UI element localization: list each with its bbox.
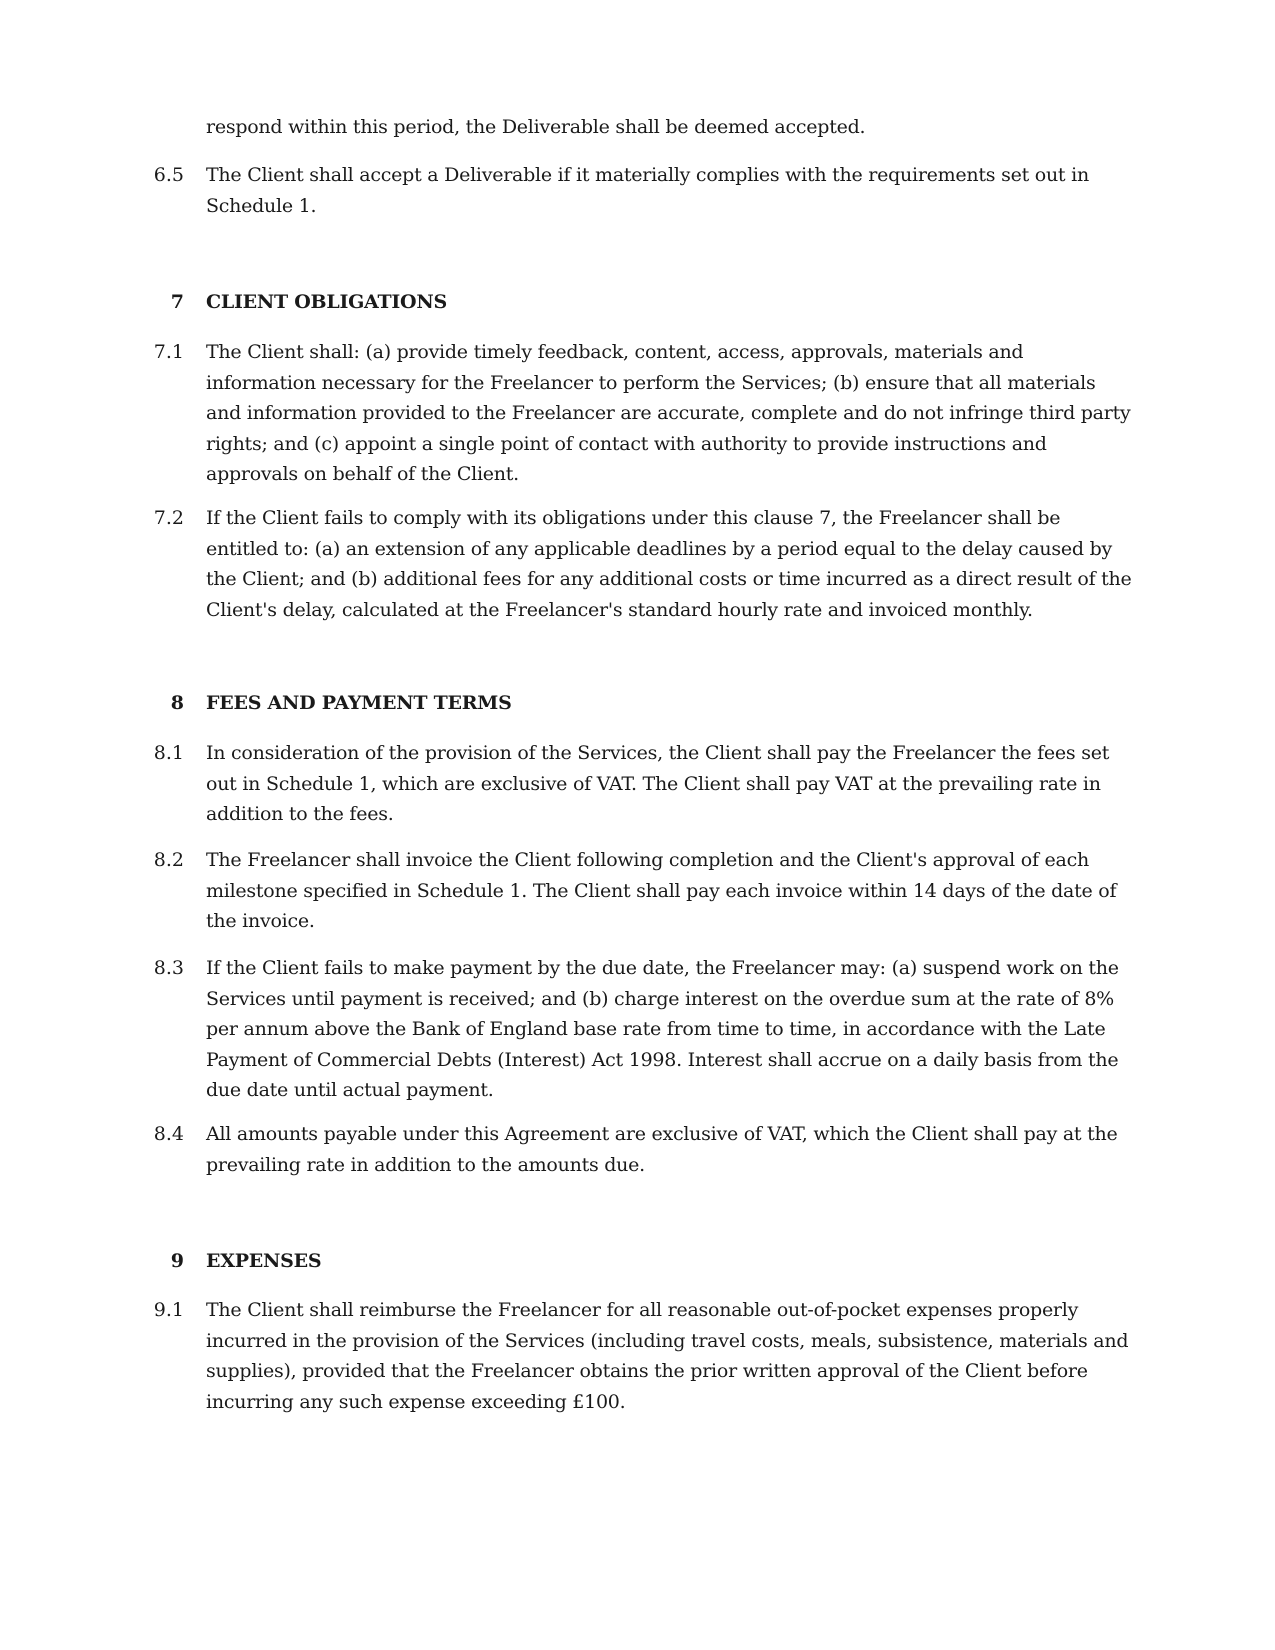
clause-text: All amounts payable under this Agreement are exclusive of VAT, which the Client shall pay at the prevailing rate in addition to the amounts due. [206,1123,1118,1176]
clause-text: If the Client fails to make payment by the due date, the Freelancer may: (a) suspend work on the Services until payment is received; and (b) charge interest on the overdue sum at the rate of 8% per annum above the Bank of England base rate from time to time, in accordance with the Late Payment of Commercial Debts (Interest) Act 1998. Interest shall accrue on a daily basis from the due date until actual payment. [206,957,1119,1101]
section-title: EXPENSES [206,1250,322,1272]
clause-text: respond within this period, the Deliverable shall be deemed accepted. [206,116,866,138]
clause-number: 8.1 [153,742,184,764]
clause-text: The Freelancer shall invoice the Client following completion and the Client's approval of each milestone specified in Schedule 1. The Client shall pay each invoice within 14 days of the date of the invoice. [206,849,1117,932]
clause-number: 8.3 [153,957,184,979]
section-title: FEES AND PAYMENT TERMS [206,692,512,714]
clause-text: In consideration of the provision of the Services, the Client shall pay the Freelancer the fees set out in Schedule 1, which are exclusive of VAT. The Client shall pay VAT at the prevailing rate in addition to the fees. [206,742,1110,825]
clause-number: 6.5 [153,164,184,186]
clause-number: 8.4 [153,1123,184,1145]
clause-text: The Client shall accept a Deliverable if it materially complies with the requirements set out in Schedule 1. [206,164,1089,217]
clause-number: 7.2 [153,507,184,529]
section-title: CLIENT OBLIGATIONS [206,291,447,313]
clause-number: 7.1 [153,341,184,363]
section-number: 8 [170,692,184,714]
clause-number: 8.2 [153,849,184,871]
clause-number: 9.1 [153,1299,184,1321]
section-number: 7 [170,291,184,313]
clause-text: The Client shall reimburse the Freelancer for all reasonable out-of-pocket expenses properly incurred in the provision of the Services (including travel costs, meals, subsistence, materials and supplies), provided that the Freelancer obtains the prior written approval of the Client before incurring any such expense exceeding £100. [206,1299,1129,1413]
clause-text: The Client shall: (a) provide timely feedback, content, access, approvals, materials and information necessary for the Freelancer to perform the Services; (b) ensure that all materials and information provided to the Freelancer are accurate, complete and do not infringe third party rights; and (c) appoint a single point of contact with authority to provide instructions and approvals on behalf of the Client. [206,341,1131,485]
clause-text: If the Client fails to comply with its obligations under this clause 7, the Freelancer shall be entitled to: (a) an extension of any applicable deadlines by a period equal to the delay caused by the Client; and (b) additional fees for any additional costs or time incurred as a direct result of the Client's delay, calculated at the Freelancer's standard hourly rate and invoiced monthly. [206,507,1132,621]
section-number: 9 [170,1250,184,1272]
